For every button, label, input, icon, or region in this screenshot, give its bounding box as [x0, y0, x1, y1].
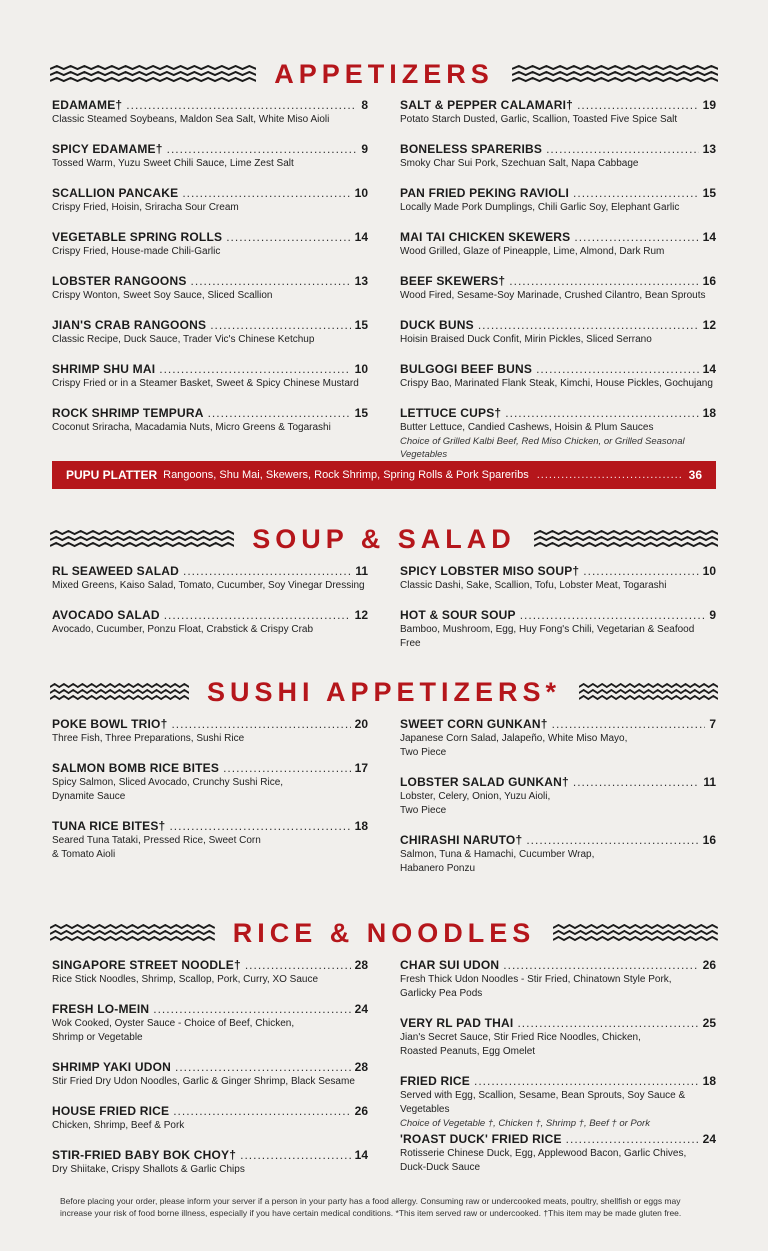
item-description: Crispy Bao, Marinated Flank Steak, Kimchi, House Pickles, Gochujang — [400, 378, 713, 389]
item-description: Potato Starch Dusted, Garlic, Scallion, Toasted Five Spice Salt — [400, 114, 678, 125]
item-description: Salmon, Tuna & Hamachi, Cucumber Wrap, — [400, 849, 595, 860]
menu-item — [52, 608, 368, 637]
item-name: CHAR SUI UDON — [400, 958, 500, 972]
item-description: Classic Dashi, Sake, Scallion, Tofu, Lobster Meat, Togarashi — [400, 580, 667, 591]
item-description: Lobster, Celery, Onion, Yuzu Aioli, — [400, 791, 551, 802]
item-price: 11 — [355, 564, 368, 578]
menu-item — [52, 274, 368, 303]
item-description: Butter Lettuce, Candied Cashews, Hoisin & Plum Sauces — [400, 422, 654, 433]
item-description: Crispy Fried, Hoisin, Sriracha Sour Cream — [52, 202, 239, 213]
menu-item — [52, 1104, 368, 1133]
pupu-platter-banner — [52, 461, 716, 489]
menu-item — [400, 775, 716, 818]
item-name: 'ROAST DUCK' FRIED RICE — [400, 1132, 562, 1146]
item-name: SHRIMP YAKI UDON — [52, 1060, 172, 1074]
item-description: Rice Stick Noodles, Shrimp, Scallop, Pork, Curry, XO Sauce — [52, 974, 319, 985]
item-description-line2: Habanero Ponzu — [400, 863, 476, 874]
item-price: 9 — [709, 608, 716, 622]
item-description: Classic Recipe, Duck Sauce, Trader Vic's Chinese Ketchup — [52, 334, 315, 345]
item-price: 16 — [702, 274, 716, 288]
item-description: Chicken, Shrimp, Beef & Pork — [52, 1120, 185, 1131]
item-name: EDAMAME† — [52, 98, 123, 112]
item-name: BONELESS SPARERIBS — [400, 142, 543, 156]
item-description-line2: Two Piece — [400, 747, 447, 758]
menu-item — [400, 1132, 716, 1175]
zigzag-divider-icon — [579, 683, 718, 701]
appetizers-header — [50, 56, 718, 92]
item-price: 7 — [709, 717, 716, 731]
item-price: 15 — [354, 406, 368, 420]
item-name: HOUSE FRIED RICE — [52, 1104, 170, 1118]
item-price: 12 — [702, 318, 716, 332]
item-price: 15 — [702, 186, 716, 200]
section-title: SUSHI APPETIZERS* — [206, 676, 562, 707]
pupu-name: PUPU PLATTER — [66, 468, 158, 482]
item-price: 26 — [354, 1104, 368, 1118]
item-name: BEEF SKEWERS† — [400, 274, 506, 288]
menu-item — [400, 1016, 716, 1059]
item-name: STIR-FRIED BABY BOK CHOY† — [52, 1148, 237, 1162]
menu-item — [52, 362, 368, 391]
menu-item — [400, 1074, 716, 1130]
item-description: Three Fish, Three Preparations, Sushi Rice — [52, 733, 245, 744]
item-price: 13 — [354, 274, 368, 288]
menu-item — [400, 833, 716, 876]
item-price: 19 — [702, 98, 716, 112]
item-name: HOT & SOUR SOUP — [400, 608, 516, 622]
zigzag-divider-icon — [553, 924, 718, 942]
item-name: BULGOGI BEEF BUNS — [400, 362, 533, 376]
item-name: LOBSTER RANGOONS — [52, 274, 187, 288]
menu-item — [52, 142, 368, 171]
section-title: APPETIZERS — [274, 58, 494, 89]
item-description-line2: Dynamite Sauce — [52, 791, 126, 802]
zigzag-divider-icon — [534, 530, 718, 548]
item-note: Choice of Grilled Kalbi Beef, Red Miso Chicken, or Grilled Seasonal Vegetables — [400, 436, 685, 460]
zigzag-divider-icon — [50, 924, 215, 942]
section-title: SOUP & SALAD — [252, 523, 516, 554]
item-name: TUNA RICE BITES† — [52, 819, 166, 833]
item-name: DUCK BUNS — [400, 318, 474, 332]
item-price: 8 — [361, 98, 368, 112]
item-description: Smoky Char Sui Pork, Szechuan Salt, Napa Cabbage — [400, 158, 639, 169]
item-price: 10 — [702, 564, 716, 578]
item-description-line2: Duck-Duck Sauce — [400, 1162, 481, 1173]
item-name: RL SEAWEED SALAD — [52, 564, 179, 578]
item-price: 20 — [354, 717, 368, 731]
menu-item — [400, 406, 716, 461]
menu-item — [52, 230, 368, 259]
item-name: FRIED RICE — [400, 1074, 471, 1088]
item-price: 24 — [702, 1132, 716, 1146]
item-price: 26 — [702, 958, 716, 972]
item-name: LETTUCE CUPS† — [400, 406, 502, 420]
item-description-line2: Roasted Peanuts, Egg Omelet — [400, 1046, 536, 1057]
item-price: 14 — [354, 1148, 368, 1162]
item-name: MAI TAI CHICKEN SKEWERS — [400, 230, 571, 244]
menu-item — [400, 362, 716, 391]
item-description: Wood Fired, Sesame-Soy Marinade, Crushed Cilantro, Bean Sprouts — [400, 290, 706, 301]
allergy-disclaimer: Before placing your order, please inform your server if a person in your party has a food allergy. Consuming raw or undercooked meats, poultry, shellfish or eggs may increase your risk of food borne illness, especially if you have certain medical conditions. *This item served raw or undercooked. †This item may be made gluten free. — [60, 1196, 682, 1218]
menu-item — [400, 608, 716, 651]
item-price: 16 — [702, 833, 716, 847]
item-name: POKE BOWL TRIO† — [52, 717, 168, 731]
item-description: Seared Tuna Tataki, Pressed Rice, Sweet Corn — [52, 835, 261, 846]
item-name: FRESH LO-MEIN — [52, 1002, 150, 1016]
item-price: 18 — [702, 1074, 716, 1088]
item-description-line2: Shrimp or Vegetable — [52, 1032, 143, 1043]
item-description: Rotisserie Chinese Duck, Egg, Applewood Bacon, Garlic Chives, — [400, 1148, 687, 1159]
menu-item — [52, 1002, 368, 1045]
item-description: Bamboo, Mushroom, Egg, Huy Fong's Chili, Vegetarian & Seafood Free — [400, 624, 695, 649]
menu-item — [52, 958, 368, 987]
item-description: Coconut Sriracha, Macadamia Nuts, Micro Greens & Togarashi — [52, 422, 331, 433]
item-name: SALT & PEPPER CALAMARI† — [400, 98, 574, 112]
item-description: Japanese Corn Salad, Jalapeño, White Miso Mayo, — [400, 733, 628, 744]
menu-item — [400, 230, 716, 259]
item-price: 15 — [354, 318, 368, 332]
item-description: Tossed Warm, Yuzu Sweet Chili Sauce, Lime Zest Salt — [52, 158, 294, 169]
item-description: Spicy Salmon, Sliced Avocado, Crunchy Sushi Rice, — [52, 777, 284, 788]
zigzag-divider-icon — [50, 65, 256, 83]
item-name: SHRIMP SHU MAI — [52, 362, 156, 376]
item-description: Wok Cooked, Oyster Sauce - Choice of Beef, Chicken, — [52, 1018, 295, 1029]
item-price: 24 — [354, 1002, 368, 1016]
item-description: Fresh Thick Udon Noodles - Stir Fried, Chinatown Style Pork, — [400, 974, 672, 985]
item-price: 28 — [354, 958, 368, 972]
item-price: 14 — [354, 230, 368, 244]
item-name: AVOCADO SALAD — [52, 608, 160, 622]
item-price: 28 — [354, 1060, 368, 1074]
menu-item — [400, 717, 716, 760]
item-name: SPICY EDAMAME† — [52, 142, 163, 156]
menu-item — [52, 717, 368, 746]
menu-item — [52, 819, 368, 862]
item-description-line2: Garlicky Pea Pods — [400, 988, 483, 999]
menu-item — [52, 98, 368, 127]
item-price: 11 — [703, 775, 716, 789]
zigzag-divider-icon — [512, 65, 718, 83]
item-note: Choice of Vegetable †, Chicken †, Shrimp †, Beef † or Pork — [400, 1118, 650, 1129]
item-name: SALMON BOMB RICE BITES — [52, 761, 220, 775]
soup-salad-header — [50, 521, 718, 557]
item-name: LOBSTER SALAD GUNKAN† — [400, 775, 569, 789]
menu-item — [400, 958, 716, 1001]
item-description: Wood Grilled, Glaze of Pineapple, Lime, Almond, Dark Rum — [400, 246, 665, 257]
menu-item — [52, 406, 368, 435]
item-name: JIAN'S CRAB RANGOONS — [52, 318, 207, 332]
item-price: 13 — [702, 142, 716, 156]
item-description: Crispy Wonton, Sweet Soy Sauce, Sliced Scallion — [52, 290, 273, 301]
menu-item — [52, 318, 368, 347]
item-name: VERY RL PAD THAI — [400, 1016, 514, 1030]
pupu-description: Rangoons, Shu Mai, Skewers, Rock Shrimp, Spring Rolls & Pork Spareribs — [163, 469, 529, 481]
menu-item — [400, 274, 716, 303]
item-description: Locally Made Pork Dumplings, Chili Garlic Soy, Elephant Garlic — [400, 202, 680, 213]
item-price: 18 — [354, 819, 368, 833]
item-price: 17 — [354, 761, 368, 775]
item-price: 14 — [702, 230, 716, 244]
item-description: Crispy Fried or in a Steamer Basket, Sweet & Spicy Chinese Mustard — [52, 378, 359, 389]
item-description: Mixed Greens, Kaiso Salad, Tomato, Cucumber, Soy Vinegar Dressing — [52, 580, 365, 591]
item-name: PAN FRIED PEKING RAVIOLI — [400, 186, 570, 200]
item-price: 9 — [361, 142, 368, 156]
menu-item — [400, 318, 716, 347]
item-name: SINGAPORE STREET NOODLE† — [52, 958, 241, 972]
section-title: RICE & NOODLES — [232, 917, 536, 948]
menu-item — [52, 1060, 368, 1089]
menu-item — [52, 186, 368, 215]
menu-item — [52, 761, 368, 804]
item-price: 25 — [702, 1016, 716, 1030]
rice-noodles-header — [50, 915, 718, 951]
item-description: Crispy Fried, House-made Chili-Garlic — [52, 246, 221, 257]
menu-item — [400, 186, 716, 215]
sushi-appetizers-header — [50, 674, 718, 710]
item-name: SWEET CORN GUNKAN† — [400, 717, 548, 731]
item-name: CHIRASHI NARUTO† — [400, 833, 523, 847]
item-price: 10 — [354, 362, 368, 376]
item-price: 10 — [354, 186, 368, 200]
item-description-line2: & Tomato Aioli — [52, 849, 116, 860]
zigzag-divider-icon — [50, 683, 189, 701]
item-description: Hoisin Braised Duck Confit, Mirin Pickles, Sliced Serrano — [400, 334, 652, 345]
item-description: Served with Egg, Scallion, Sesame, Bean Sprouts, Soy Sauce & Vegetables — [400, 1090, 686, 1115]
item-description: Jian's Secret Sauce, Stir Fried Rice Noodles, Chicken, — [400, 1032, 641, 1043]
item-description: Avocado, Cucumber, Ponzu Float, Crabstick & Crispy Crab — [52, 624, 314, 635]
menu-item — [400, 98, 716, 127]
item-name: ROCK SHRIMP TEMPURA — [52, 406, 204, 420]
item-description: Stir Fried Dry Udon Noodles, Garlic & Ginger Shrimp, Black Sesame — [52, 1076, 355, 1087]
pupu-price: 36 — [688, 468, 702, 482]
item-price: 14 — [702, 362, 716, 376]
item-description-line2: Two Piece — [400, 805, 447, 816]
menu-item — [52, 564, 368, 593]
item-description: Classic Steamed Soybeans, Maldon Sea Salt, White Miso Aioli — [52, 114, 330, 125]
menu-item — [400, 564, 716, 593]
item-name: SCALLION PANCAKE — [52, 186, 179, 200]
menu-item — [400, 142, 716, 171]
menu-item — [52, 1148, 368, 1177]
item-price: 12 — [354, 608, 368, 622]
item-name: SPICY LOBSTER MISO SOUP† — [400, 564, 580, 578]
item-description: Dry Shiitake, Crispy Shallots & Garlic Chips — [52, 1164, 245, 1175]
item-price: 18 — [702, 406, 716, 420]
zigzag-divider-icon — [50, 530, 234, 548]
item-name: VEGETABLE SPRING ROLLS — [52, 230, 223, 244]
